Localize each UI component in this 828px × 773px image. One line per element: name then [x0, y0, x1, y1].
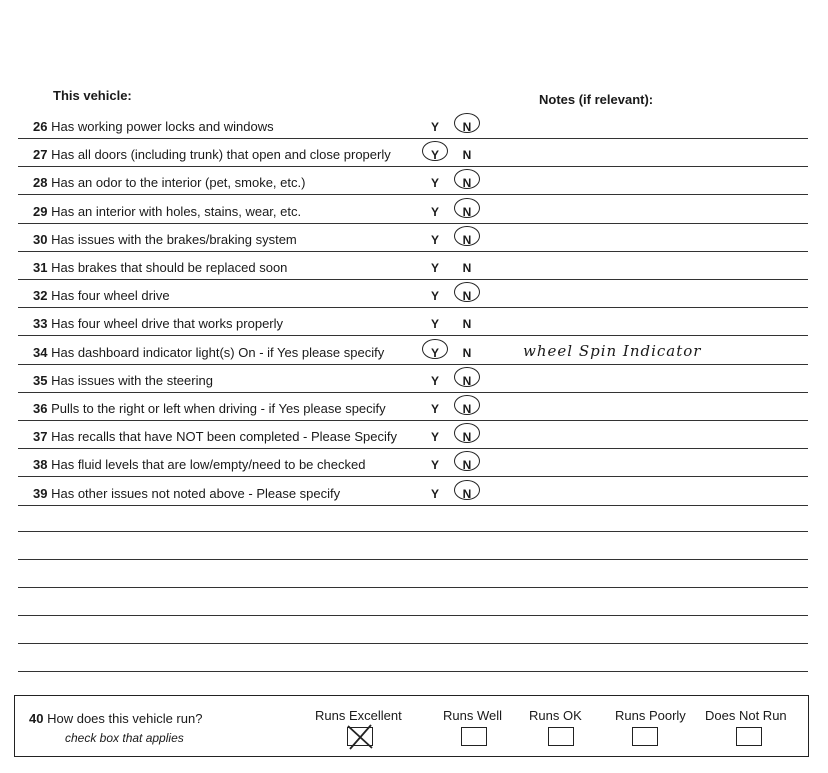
notes-header: Notes (if relevant):: [539, 92, 654, 107]
answer-circle: [422, 141, 448, 161]
no-option[interactable]: N: [460, 487, 474, 501]
no-option[interactable]: N: [462, 261, 472, 275]
blank-line: [18, 671, 808, 672]
answer-circle: [454, 395, 480, 415]
no-option[interactable]: N: [460, 233, 474, 247]
yes-option[interactable]: Y: [430, 458, 439, 473]
no-option[interactable]: N: [460, 374, 474, 388]
question-row: [18, 477, 808, 506]
no-option[interactable]: N: [460, 458, 474, 472]
blank-line: [18, 615, 808, 616]
no-option[interactable]: N: [460, 176, 474, 190]
question-text: 39 Has other issues not noted above - Please specify: [33, 485, 341, 501]
question-text: 27 Has all doors (including trunk) that open and close properly: [33, 147, 391, 163]
run-option-label: Runs Excellent: [315, 708, 402, 723]
question-text: 30 Has issues with the brakes/braking system: [33, 231, 297, 247]
run-option-checkbox[interactable]: [632, 727, 658, 746]
yes-option[interactable]: Y: [430, 486, 439, 501]
run-option-checkbox[interactable]: [347, 727, 373, 746]
run-option-checkbox[interactable]: [736, 727, 762, 746]
question-row: [18, 251, 808, 280]
yes-option[interactable]: Y: [430, 289, 439, 304]
handwritten-note: wheel Spin Indicator: [523, 341, 702, 360]
yes-option[interactable]: Y: [430, 430, 439, 445]
question-row: [18, 364, 808, 393]
question-40-label: 40 How does this vehicle run?: [29, 711, 203, 726]
run-option-label: Runs Poorly: [615, 708, 686, 723]
blank-line: [18, 587, 808, 588]
question-row: [18, 110, 808, 139]
answer-circle: [454, 423, 480, 443]
yes-option[interactable]: Y: [430, 120, 439, 134]
blank-line: [18, 643, 808, 644]
question-text: 35 Has issues with the steering: [33, 372, 213, 388]
yes-option[interactable]: Y: [430, 176, 439, 191]
answer-circle: [454, 113, 480, 133]
question-row: [18, 336, 808, 365]
answer-circle: [454, 169, 480, 189]
no-option[interactable]: N: [460, 402, 474, 416]
question-row: [18, 223, 808, 252]
question-text: 38 Has fluid levels that are low/empty/need to be checked: [33, 457, 366, 473]
yes-option[interactable]: Y: [430, 261, 439, 275]
answer-circle: [454, 226, 480, 246]
answer-circle: [422, 339, 448, 359]
yes-option[interactable]: Y: [430, 317, 439, 332]
yes-option[interactable]: Y: [430, 232, 439, 247]
question-row: [18, 195, 808, 224]
question-row: [18, 279, 808, 308]
yes-option[interactable]: Y: [430, 204, 439, 219]
no-option[interactable]: N: [460, 430, 474, 444]
yes-option[interactable]: Y: [428, 346, 442, 360]
no-option[interactable]: N: [460, 289, 474, 303]
run-option-label: Runs Well: [443, 708, 503, 723]
answer-circle: [454, 480, 480, 500]
question-row: [18, 448, 808, 477]
run-option-checkbox[interactable]: [461, 727, 487, 746]
no-option[interactable]: N: [462, 317, 472, 332]
yes-option[interactable]: Y: [430, 402, 439, 416]
answer-circle: [454, 451, 480, 471]
blank-line: [18, 559, 808, 560]
question-row: [18, 138, 808, 167]
yes-option[interactable]: Y: [430, 373, 439, 388]
question-text: 33 Has four wheel drive that works properly: [33, 316, 284, 332]
no-option[interactable]: N: [460, 120, 474, 134]
run-option-label: Does Not Run: [705, 708, 787, 723]
question-text: 36 Pulls to the right or left when driving - if Yes please specify: [33, 401, 386, 416]
answer-circle: [454, 282, 480, 302]
blank-line: [18, 531, 808, 532]
question-40-instruction: check box that applies: [65, 731, 184, 745]
answer-circle: [454, 198, 480, 218]
form-header-title: This vehicle:: [53, 88, 132, 103]
question-text: 28 Has an odor to the interior (pet, smoke, etc.): [33, 175, 306, 191]
run-condition-box: [14, 695, 809, 757]
question-row: [18, 166, 808, 195]
question-text: 37 Has recalls that have NOT been completed - Please Specify: [33, 429, 397, 445]
question-row: [18, 307, 808, 336]
question-text: 32 Has four wheel drive: [33, 288, 170, 304]
no-option[interactable]: N: [462, 148, 472, 163]
no-option[interactable]: N: [460, 205, 474, 219]
run-option-label: Runs OK: [529, 708, 582, 723]
question-text: 29 Has an interior with holes, stains, wear, etc.: [33, 203, 302, 219]
x-mark-icon: [344, 722, 376, 752]
answer-circle: [454, 367, 480, 387]
run-option-checkbox[interactable]: [548, 727, 574, 746]
question-row: [18, 420, 808, 449]
question-text: 26 Has working power locks and windows: [33, 119, 274, 134]
question-row: [18, 392, 808, 421]
no-option[interactable]: N: [462, 345, 472, 360]
yes-option[interactable]: Y: [428, 148, 442, 162]
question-text: 34 Has dashboard indicator light(s) On - if Yes please specify: [33, 344, 385, 360]
question-text: 31 Has brakes that should be replaced soon: [33, 260, 288, 275]
